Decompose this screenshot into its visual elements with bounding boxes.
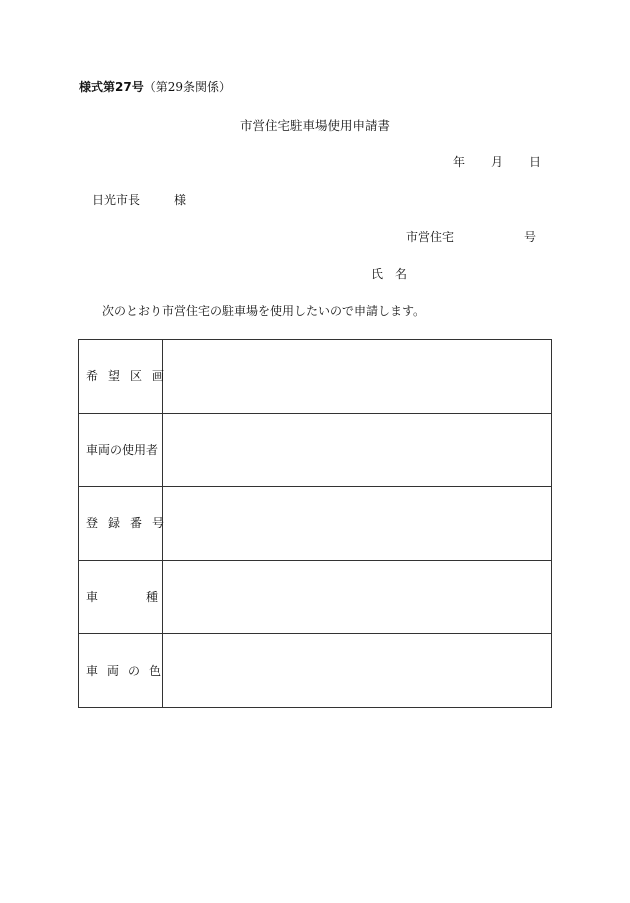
row-label-cell — [79, 561, 207, 634]
document-title: 市営住宅駐車場使用申請書 — [240, 118, 391, 133]
addressee-honorific: 様 — [174, 193, 187, 207]
table-row-vehicle-color — [79, 634, 551, 708]
vehicle-model-label: 車種 — [86, 589, 207, 604]
row-label-cell — [79, 340, 175, 413]
table-row-vehicle-user — [79, 414, 551, 488]
table-row-vehicle-model — [79, 561, 551, 635]
addressee-line — [92, 194, 186, 206]
form-reference: （第29条関係） — [143, 80, 231, 94]
registration-number-field[interactable] — [163, 487, 551, 560]
application-statement: 次のとおり市営住宅の駐車場を使用したいので申請します。 — [102, 304, 426, 318]
registration-number-label: 登録番号 — [86, 516, 175, 531]
residence-label: 市営住宅 — [406, 230, 455, 244]
row-label-cell — [79, 634, 171, 708]
applicant-name-label: 氏 名 — [371, 267, 408, 281]
residence-number-label: 号 — [524, 230, 537, 244]
form-number: 様式第27号 — [79, 80, 144, 94]
vehicle-model-field[interactable] — [163, 561, 551, 634]
desired-slot-field[interactable] — [163, 340, 551, 413]
table-row-registration-number — [79, 487, 551, 561]
residence-line — [406, 231, 536, 243]
vehicle-user-field[interactable] — [163, 414, 551, 487]
table-row-desired-slot — [79, 340, 551, 414]
date-year-label: 年 — [453, 155, 466, 169]
row-label-cell — [79, 414, 163, 487]
date-month-label: 月 — [491, 155, 504, 169]
addressee-name: 日光市長 — [92, 193, 141, 207]
desired-slot-label: 希望区画 — [86, 369, 175, 384]
vehicle-color-label: 車両の色 — [86, 663, 171, 678]
form-number-line — [79, 81, 231, 93]
vehicle-color-field[interactable] — [163, 634, 551, 708]
application-form-table — [78, 339, 552, 708]
date-line — [453, 156, 541, 168]
vehicle-user-label: 車両の使用者 — [86, 442, 159, 457]
row-label-cell — [79, 487, 175, 560]
date-day-label: 日 — [529, 155, 542, 169]
